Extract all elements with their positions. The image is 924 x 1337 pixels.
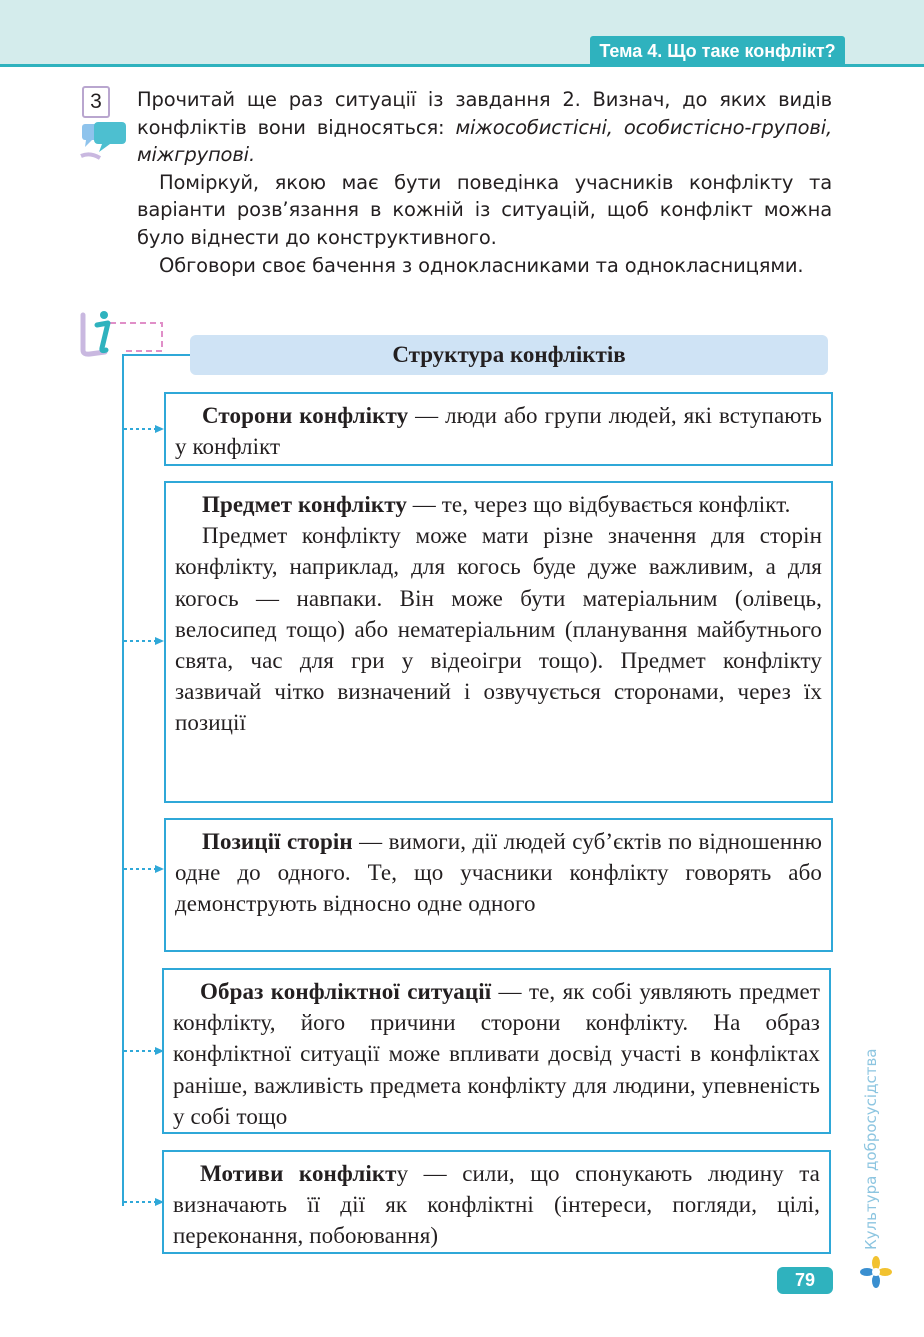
box-sides — [164, 392, 833, 466]
dotted-arrow-4 — [124, 1046, 164, 1056]
box-subject — [164, 481, 833, 803]
flower-logo-icon — [860, 1256, 892, 1288]
tree-trunk — [122, 354, 124, 1206]
box-positions-text: — вимоги, дії людей суб’єктів по відношенню одне до одного. Те, що учасники конфлікту говорять або демонструють відносно одне одного — [175, 829, 822, 917]
box-sides-term: Сторони конфлікту — [202, 403, 409, 428]
task-text — [137, 86, 832, 279]
task-paragraph-1 — [137, 86, 832, 169]
box-image-text: — те, як собі уявляють предмет конфлікту, його причини сторони конфлікту. На образ конфліктної ситуації може впливати досвід участі в конфліктах раніше, важливість предмета конфлікту для людини, упевненість у собі тощо — [173, 979, 820, 1129]
box-motives-term-tail: у — [396, 1161, 409, 1186]
chat-bubbles-icon — [80, 120, 130, 164]
box-motives — [162, 1150, 831, 1254]
side-series-title: Культура добросусідства — [862, 1048, 880, 1250]
box-subject-term: Предмет конфлікту — [202, 492, 407, 517]
dotted-arrow-1 — [124, 424, 164, 434]
page-number: 79 — [777, 1267, 833, 1294]
box-motives-text: — сили, що спонукають людину та визначають її дії як конфліктні (інтереси, погляди, цілі, переконання, побоювання) — [173, 1161, 820, 1249]
box-subject-extra: Предмет конфлікту може мати різне значення для сторін конфлікту, наприклад, для когось буде дуже важливим, а для когось — навпаки. Він може бути матеріальним (олівець, велосипед тощо) або нематеріальним (планування майбутнього свята, час для гри у відеоігри тощо). Предмет конфлікту зазвичай чітко визначений і озвучується сторонами, через їх позиції — [175, 523, 822, 736]
box-subject-text: — те, через що відбувається конфлікт. — [406, 492, 791, 517]
diagram-title: Структура конфліктів — [190, 335, 828, 375]
info-icon — [80, 305, 165, 360]
task-paragraph-3: Обговори своє бачення з однокласниками та однокласницями. — [159, 253, 804, 277]
box-image-term: Образ конфліктної ситуації — [200, 979, 492, 1004]
conflict-types: міжособистісні, особистісно-групові, міжгрупові. — [137, 115, 833, 167]
box-positions — [164, 818, 833, 952]
topic-label: Тема 4. Що таке конфлікт? — [590, 36, 845, 66]
box-motives-term: Мотиви конфлікт — [200, 1161, 397, 1186]
task-p1-text: Прочитай ще раз ситуації із завдання 2. Визнач, до яких видів конфліктів вони відносяться: — [137, 88, 832, 139]
dotted-arrow-2 — [124, 636, 164, 646]
box-positions-term: Позиції сторін — [202, 829, 353, 854]
task-paragraph-2: Поміркуй, якою має бути поведінка учасників конфлікту та варіанти розв’язання в кожній із ситуацій, щоб конфлікт можна було віднести до конструктивного. — [137, 170, 832, 249]
dotted-arrow-5 — [124, 1197, 164, 1207]
task-number: 3 — [82, 86, 110, 118]
dotted-arrow-3 — [124, 864, 164, 874]
box-sides-text: — люди або групи людей, які вступають у конфлікт — [175, 403, 822, 460]
box-image — [162, 968, 831, 1134]
tree-header-link — [122, 354, 190, 356]
